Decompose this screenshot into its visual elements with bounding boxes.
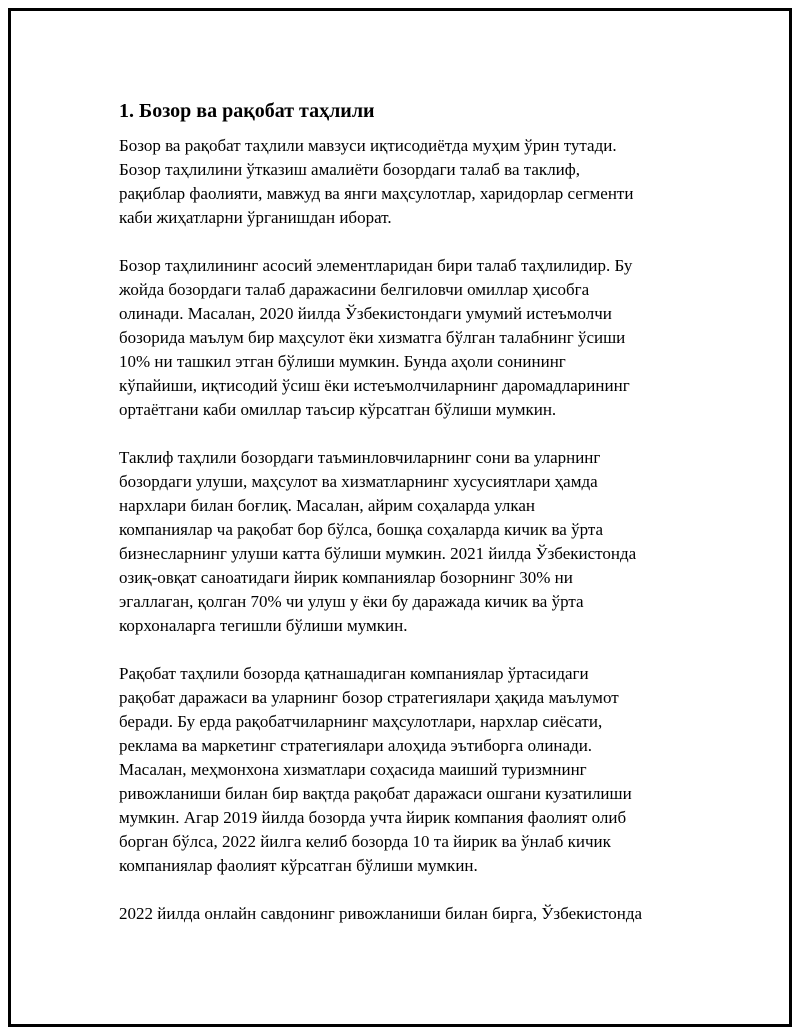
paragraph-line: Бозор ва рақобат таҳлили мавзуси иқтисодиётда муҳим ўрин тутади. xyxy=(119,136,617,155)
paragraph-line: каби жиҳатларни ўрганишдан иборат. xyxy=(119,208,392,227)
paragraph-line: Масалан, меҳмонхона хизматлари соҳасида маиший туризмнинг xyxy=(119,760,587,779)
paragraph-line: 10% ни ташкил этган бўлиши мумкин. Бунда аҳоли сонининг xyxy=(119,352,566,371)
paragraph-supply-analysis xyxy=(119,446,699,638)
paragraph-line: Бозор таҳлилини ўтказиш амалиёти бозордаги талаб ва таклиф, xyxy=(119,160,581,179)
paragraph-line: кўпайиши, иқтисодий ўсиш ёки истеъмолчиларнинг даромадларининг xyxy=(119,376,630,395)
paragraph-line: Бозор таҳлилининг асосий элементларидан бири талаб таҳлилидир. Бу xyxy=(119,256,633,275)
paragraph-line: жойда бозордаги талаб даражасини белгиловчи омиллар ҳисобга xyxy=(119,280,590,299)
paragraph-line: Рақобат таҳлили бозорда қатнашадиган компаниялар ўртасидаги xyxy=(119,664,589,683)
paragraph-line: эгаллаган, қолган 70% чи улуш у ёки бу даражада кичик ва ўрта xyxy=(119,592,584,611)
paragraph-line: бозорида маълум бир маҳсулот ёки хизматга бўлган талабнинг ўсиши xyxy=(119,328,626,347)
document-body xyxy=(119,96,699,950)
paragraph-line: ривожланиши билан бир вақтда рақобат даражаси ошгани кузатилиши xyxy=(119,784,632,803)
paragraph-line: мумкин. Агар 2019 йилда бозорда учта йирик компания фаолият олиб xyxy=(119,808,627,827)
paragraph-line: нархлари билан боғлиқ. Масалан, айрим соҳаларда улкан xyxy=(119,496,535,515)
paragraph-line: бозордаги улуши, маҳсулот ва хизматларнинг хусусиятлари ҳамда xyxy=(119,472,598,491)
paragraph-line: озиқ-овқат саноатидаги йирик компаниялар бозорнинг 30% ни xyxy=(119,568,573,587)
paragraph-line: ортаётгани каби омиллар таъсир кўрсатган бўлиши мумкин. xyxy=(119,400,557,419)
paragraph-line: компаниялар ча рақобат бор бўлса, бошқа соҳаларда кичик ва ўрта xyxy=(119,520,604,539)
paragraph-line: олинади. Масалан, 2020 йилда Ўзбекистондаги умумий истеъмолчи xyxy=(119,304,612,323)
paragraph-line: бизнесларнинг улуши катта бўлиши мумкин. 2021 йилда Ўзбекистонда xyxy=(119,544,637,563)
paragraph-demand-analysis xyxy=(119,254,699,422)
page-frame xyxy=(8,8,792,1027)
paragraph-online-trade xyxy=(119,902,699,926)
paragraph-line: рақобат даражаси ва уларнинг бозор стратегиялари ҳақида маълумот xyxy=(119,688,619,707)
paragraph-line: рақиблар фаолияти, мавжуд ва янги маҳсулотлар, харидорлар сегменти xyxy=(119,184,634,203)
section-heading: 1. Бозор ва рақобат таҳлили xyxy=(119,100,375,122)
paragraph-line: компаниялар фаолият кўрсатган бўлиши мумкин. xyxy=(119,856,478,875)
paragraph-line: борган бўлса, 2022 йилга келиб бозорда 10 та йирик ва ўнлаб кичик xyxy=(119,832,611,851)
paragraph-market-analysis-intro xyxy=(119,134,699,230)
paragraph-line: Таклиф таҳлили бозордаги таъминловчиларнинг сони ва уларнинг xyxy=(119,448,601,467)
paragraph-line: реклама ва маркетинг стратегиялари алоҳида эътиборга олинади. xyxy=(119,736,593,755)
paragraph-line: беради. Бу ерда рақобатчиларнинг маҳсулотлари, нархлар сиёсати, xyxy=(119,712,603,731)
paragraph-line: корхоналарга тегишли бўлиши мумкин. xyxy=(119,616,408,635)
paragraph-competition-analysis xyxy=(119,662,699,878)
paragraph-line: 2022 йилда онлайн савдонинг ривожланиши билан бирга, Ўзбекистонда xyxy=(119,904,643,923)
